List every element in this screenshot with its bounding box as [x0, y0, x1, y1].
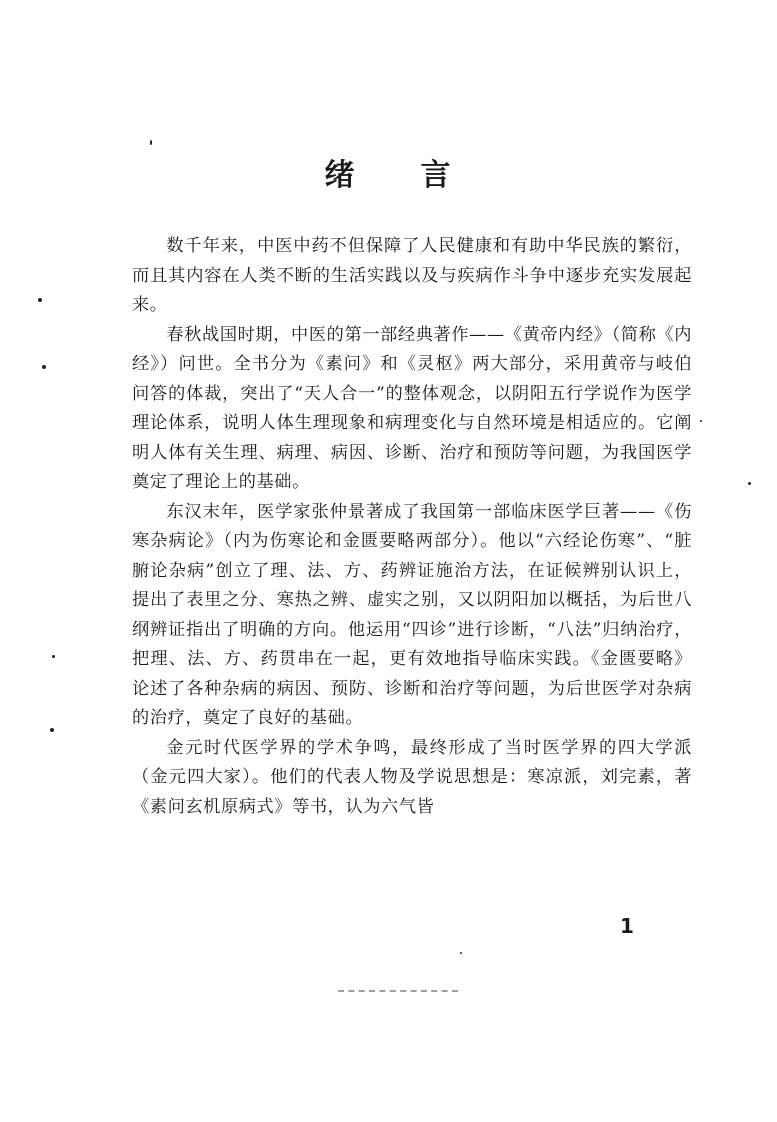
scan-speck: [700, 420, 702, 422]
title-char-1: 绪: [324, 158, 357, 193]
scan-speck: [50, 728, 54, 732]
paragraph-neijing: 春秋战国时期，中医的第一部经典著作——《黄帝内经》（简称《内经》）问世。全书分为《素问》和《灵枢》两大部分，采用黄帝与岐伯问答的体裁，突出了“天人合一”的整体观念，以阴阳五行学说作为医学理论体系，说明人体生理现象和病理变化与自然环境是相适应的。它阐明人体有关生理、病理、病因、诊断、治疗和预防等问题，为我国医学奠定了理论上的基础。: [132, 324, 692, 492]
page-title: [0, 150, 777, 202]
title-char-2: 言: [420, 158, 453, 193]
paragraph-shanghan: 东汉末年，医学家张仲景著成了我国第一部临床医学巨著——《伤寒杂病论》（内为伤寒论和金匮要略两部分）。他以“六经论伤寒”、“脏腑论杂病”创立了理、法、方、药辨证施治方法，在证候辨别认识上，提出了表里之分、寒热之辨、虚实之别，又以阴阳加以概括，为后世八纲辨证指出了明确的方向。他运用“四诊”进行诊断，“八法”归纳治疗，把理、法、方、药贯串在一起，更有效地指导临床实践。《金匮要略》论述了各种杂病的病因、预防、诊断和治疗等问题，为后世医学对杂病的治疗，奠定了良好的基础。: [132, 501, 692, 728]
scan-speck: [150, 140, 152, 145]
scan-speck: [38, 298, 42, 302]
body-text: [132, 232, 692, 822]
scan-dash-mark: [338, 990, 458, 992]
scan-speck: [42, 365, 46, 369]
scan-speck: [748, 482, 751, 485]
paragraph-intro: 数千年来，中医中药不但保障了人民健康和有助中华民族的繁衍，而且其内容在人类不断的生活实践以及与疾病作斗争中逐步充实发展起来。: [132, 236, 692, 315]
paragraph-jinyuan: 金元时代医学界的学术争鸣，最终形成了当时医学界的四大学派（金元四大家）。他们的代表人物及学说思想是：寒凉派，刘完素，著《素问玄机原病式》等书，认为六气皆: [132, 737, 692, 817]
page-number: 1: [620, 914, 634, 938]
scan-speck: [460, 952, 462, 954]
scan-speck: [52, 655, 55, 658]
